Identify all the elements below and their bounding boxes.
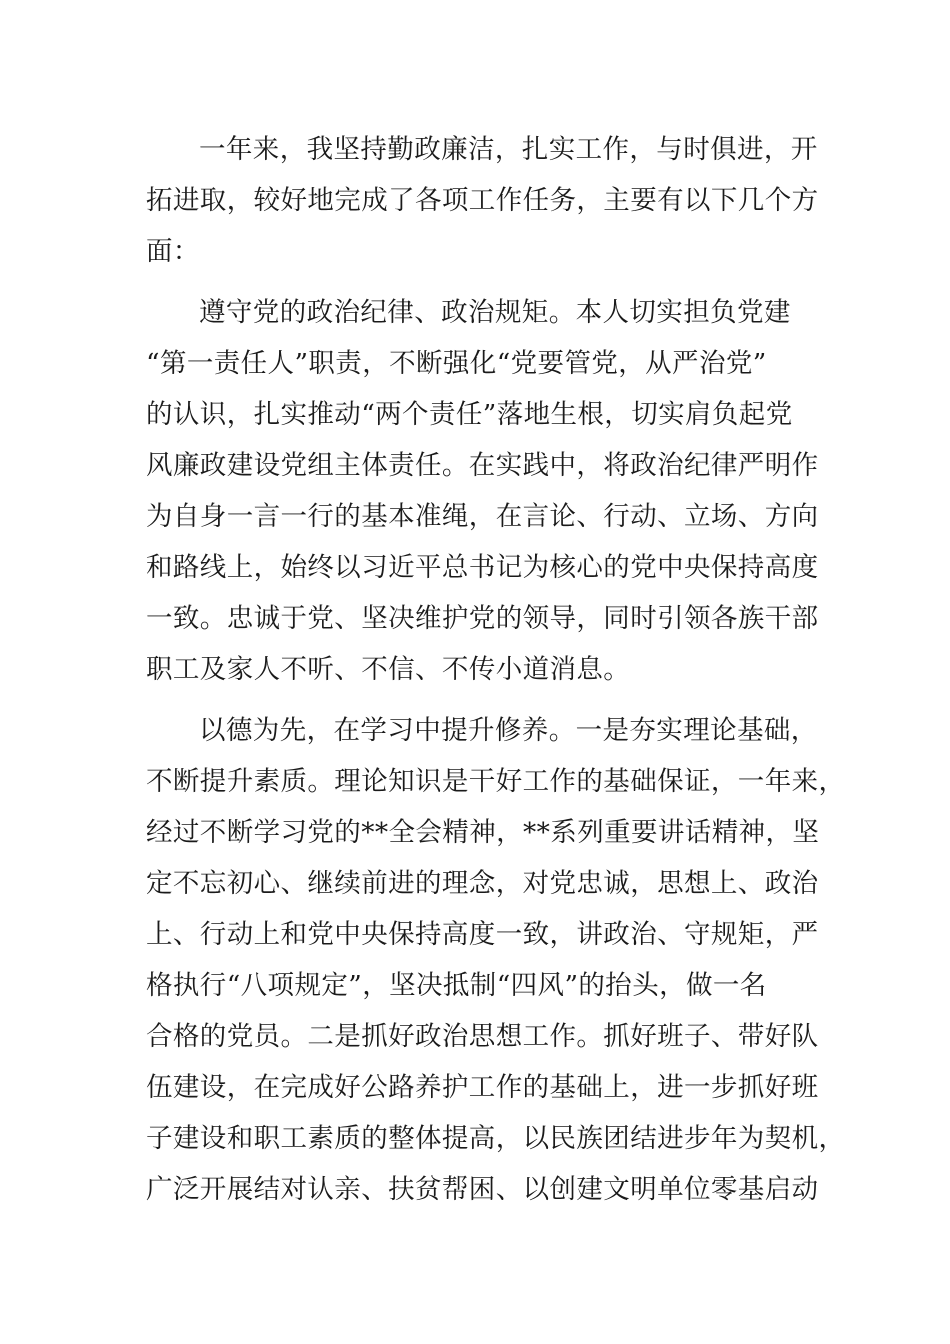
- text-line: “第一责任人”职责，不断强化“党要管党，从严治党”: [146, 348, 767, 379]
- text-line: 伍建设，在完成好公路养护工作的基础上，进一步抓好班: [146, 1072, 819, 1103]
- text-line: 格执行“八项规定”，坚决抵制“四风”的抬头，做一名: [146, 970, 767, 1001]
- text-line: 不断提升素质。理论知识是干好工作的基础保证，一年来，: [146, 766, 846, 797]
- text-line: 子建设和职工素质的整体提高，以民族团结进步年为契机，: [146, 1123, 846, 1154]
- text-line: 职工及家人不听、不信、不传小道消息。: [146, 654, 631, 685]
- text-line: 合格的党员。二是抓好政治思想工作。抓好班子、带好队: [146, 1021, 819, 1052]
- text-line: 经过不断学习党的**全会精神，**系列重要讲话精神，坚: [146, 817, 820, 848]
- text-line: 一年来，我坚持勤政廉洁，扎实工作，与时俱进，开: [199, 134, 818, 165]
- text-line: 拓进取，较好地完成了各项工作任务，主要有以下几个方: [146, 185, 819, 216]
- paragraph-2: [146, 287, 819, 695]
- text-line: 为自身一言一行的基本准绳，在言论、行动、立场、方向: [146, 501, 819, 532]
- text-line: 以德为先，在学习中提升修养。一是夯实理论基础，: [199, 715, 818, 746]
- text-line: 广泛开展结对认亲、扶贫帮困、以创建文明单位零基启动: [146, 1174, 819, 1205]
- text-line: 和路线上，始终以习近平总书记为核心的党中央保持高度: [146, 552, 819, 583]
- text-line: 遵守党的政治纪律、政治规矩。本人切实担负党建: [199, 297, 791, 328]
- paragraph-1: [146, 124, 819, 277]
- text-line: 上、行动上和党中央保持高度一致，讲政治、守规矩，严: [146, 919, 819, 950]
- text-line: 的认识，扎实推动“两个责任”落地生根，切实肩负起党: [146, 399, 793, 430]
- text-line: 风廉政建设党组主体责任。在实践中，将政治纪律严明作: [146, 450, 819, 481]
- paragraph-3: [146, 705, 846, 1215]
- document-body: [146, 124, 846, 1215]
- text-line: 一致。忠诚于党、坚决维护党的领导，同时引领各族干部: [146, 603, 819, 634]
- text-line: 面：: [146, 236, 200, 267]
- text-line: 定不忘初心、继续前进的理念，对党忠诚，思想上、政治: [146, 868, 819, 899]
